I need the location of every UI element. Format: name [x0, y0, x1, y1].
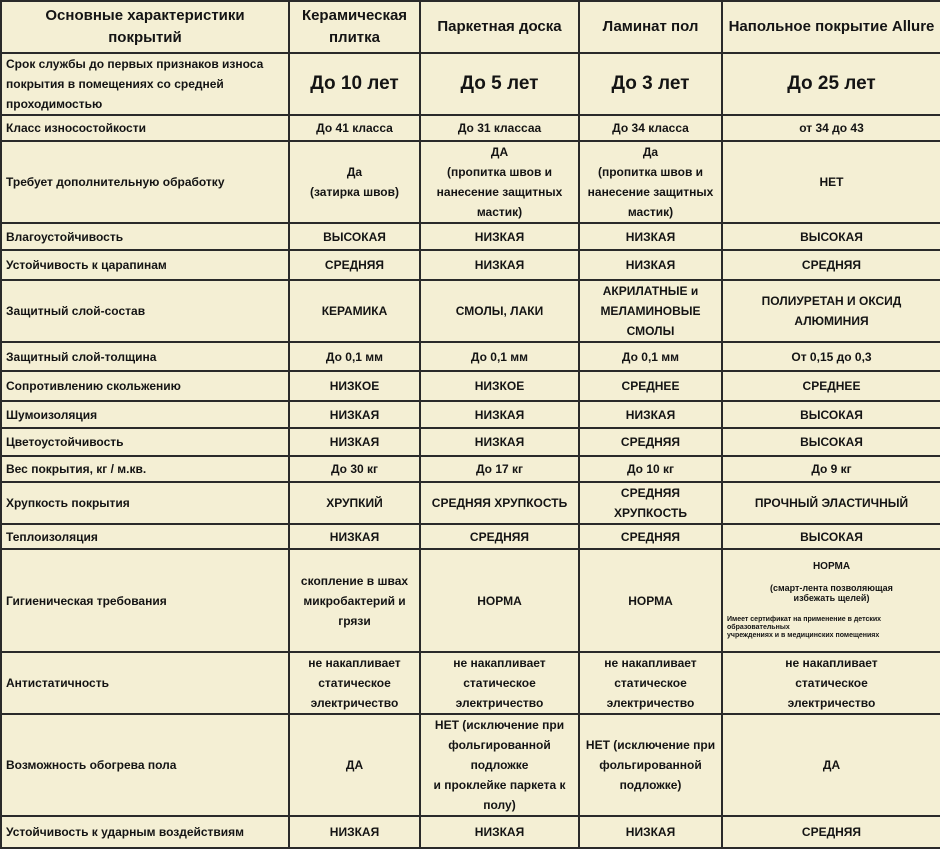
- cell-parquet: До 0,1 мм: [420, 342, 579, 371]
- table-row: [1, 714, 940, 816]
- cell-allure: ПРОЧНЫЙ ЭЛАСТИЧНЫЙ: [722, 482, 940, 524]
- hygiene-subtitle: (смарт-лента позволяющая избежать щелей): [770, 583, 893, 603]
- cell-ceramic: До 41 класса: [289, 115, 420, 141]
- cell-laminate: НИЗКАЯ: [579, 223, 722, 250]
- cell-parquet: НИЗКОЕ: [420, 371, 579, 401]
- cell-parquet: СРЕДНЯЯ: [420, 524, 579, 549]
- cell-ceramic: До 0,1 мм: [289, 342, 420, 371]
- table-row: [1, 401, 940, 428]
- hygiene-title: НОРМА: [812, 561, 851, 572]
- cell-laminate: не накапливает статическое электричество: [579, 652, 722, 714]
- row-label: Срок службы до первых признаков износа покрытия в помещениях со средней проходимостью: [1, 53, 289, 115]
- row-label: Хрупкость покрытия: [1, 482, 289, 524]
- row-label: Защитный слой-состав: [1, 280, 289, 342]
- cell-parquet: ДА (пропитка швов и нанесение защитных мастик): [420, 141, 579, 223]
- row-label: Вес покрытия, кг / м.кв.: [1, 456, 289, 482]
- cell-allure: ВЫСОКАЯ: [722, 524, 940, 549]
- cell-parquet: СМОЛЫ, ЛАКИ: [420, 280, 579, 342]
- row-label: Устойчивость к царапинам: [1, 250, 289, 280]
- cell-allure: ВЫСОКАЯ: [722, 401, 940, 428]
- cell-ceramic: НИЗКАЯ: [289, 428, 420, 456]
- cell-laminate: НИЗКАЯ: [579, 250, 722, 280]
- cell-laminate: СРЕДНЯЯ ХРУПКОСТЬ: [579, 482, 722, 524]
- cell-parquet: НИЗКАЯ: [420, 428, 579, 456]
- header-ceramic-tile: Керамическая плитка: [289, 1, 420, 53]
- table-row: [1, 371, 940, 401]
- cell-laminate: АКРИЛАТНЫЕ и МЕЛАМИНОВЫЕ СМОЛЫ: [579, 280, 722, 342]
- cell-allure-hygiene: [722, 549, 940, 652]
- cell-laminate: СРЕДНЯЯ: [579, 524, 722, 549]
- cell-laminate: Да (пропитка швов и нанесение защитных мастик): [579, 141, 722, 223]
- cell-ceramic: КЕРАМИКА: [289, 280, 420, 342]
- cell-parquet: НОРМА: [420, 549, 579, 652]
- row-label: Сопротивлению скольжению: [1, 371, 289, 401]
- cell-ceramic: ВЫСОКАЯ: [289, 223, 420, 250]
- table-row: [1, 549, 940, 652]
- row-label: Возможность обогрева пола: [1, 714, 289, 816]
- cell-allure: До 25 лет: [722, 53, 940, 115]
- row-label: Антистатичность: [1, 652, 289, 714]
- table-row: [1, 482, 940, 524]
- table-row: [1, 223, 940, 250]
- cell-parquet: не накапливает статическое электричество: [420, 652, 579, 714]
- cell-laminate: До 0,1 мм: [579, 342, 722, 371]
- header-allure: Напольное покрытие Allure: [722, 1, 940, 53]
- cell-ceramic: НИЗКОЕ: [289, 371, 420, 401]
- table-row: [1, 456, 940, 482]
- table-row: [1, 342, 940, 371]
- cell-laminate: СРЕДНЕЕ: [579, 371, 722, 401]
- cell-parquet: НИЗКАЯ: [420, 250, 579, 280]
- cell-ceramic: ХРУПКИЙ: [289, 482, 420, 524]
- header-characteristics: Основные характеристики покрытий: [1, 1, 289, 53]
- table-row: [1, 652, 940, 714]
- row-label: Гигиеническая требования: [1, 549, 289, 652]
- cell-ceramic: скопление в швах микробактерий и грязи: [289, 549, 420, 652]
- cell-parquet: НИЗКАЯ: [420, 223, 579, 250]
- table-row: [1, 816, 940, 848]
- cell-ceramic: НИЗКАЯ: [289, 524, 420, 549]
- cell-ceramic: ДА: [289, 714, 420, 816]
- cell-allure: СРЕДНЯЯ: [722, 250, 940, 280]
- row-label: Устойчивость к ударным воздействиям: [1, 816, 289, 848]
- cell-allure: ПОЛИУРЕТАН И ОКСИД АЛЮМИНИЯ: [722, 280, 940, 342]
- table-row: [1, 250, 940, 280]
- cell-laminate: НОРМА: [579, 549, 722, 652]
- cell-ceramic: До 30 кг: [289, 456, 420, 482]
- cell-parquet: До 17 кг: [420, 456, 579, 482]
- cell-allure: НЕТ: [722, 141, 940, 223]
- cell-allure: От 0,15 до 0,3: [722, 342, 940, 371]
- cell-allure: ДА: [722, 714, 940, 816]
- hygiene-certificate-note: Имеет сертификат на применение в детских образовательных учреждениях и в медицинских помещениях: [727, 616, 882, 639]
- cell-laminate: До 34 класса: [579, 115, 722, 141]
- cell-parquet: НИЗКАЯ: [420, 816, 579, 848]
- cell-parquet: До 5 лет: [420, 53, 579, 115]
- cell-allure: от 34 до 43: [722, 115, 940, 141]
- row-label: Класс износостойкости: [1, 115, 289, 141]
- cell-laminate: СРЕДНЯЯ: [579, 428, 722, 456]
- cell-ceramic: До 10 лет: [289, 53, 420, 115]
- cell-ceramic: НИЗКАЯ: [289, 401, 420, 428]
- cell-allure: СРЕДНЯЯ: [722, 816, 940, 848]
- row-label: Требует дополнительную обработку: [1, 141, 289, 223]
- cell-allure: До 9 кг: [722, 456, 940, 482]
- cell-parquet: НИЗКАЯ: [420, 401, 579, 428]
- header-parquet: Паркетная доска: [420, 1, 579, 53]
- cell-ceramic: НИЗКАЯ: [289, 816, 420, 848]
- table-row: [1, 115, 940, 141]
- cell-laminate: До 10 кг: [579, 456, 722, 482]
- cell-allure: ВЫСОКАЯ: [722, 428, 940, 456]
- table-row: [1, 53, 940, 115]
- cell-laminate: НИЗКАЯ: [579, 816, 722, 848]
- table-row: [1, 428, 940, 456]
- cell-laminate: НЕТ (исключение при фольгированной подложке): [579, 714, 722, 816]
- table-row: [1, 141, 940, 223]
- cell-parquet: НЕТ (исключение при фольгированной подложке и проклейке паркета к полу): [420, 714, 579, 816]
- cell-laminate: НИЗКАЯ: [579, 401, 722, 428]
- cell-allure: СРЕДНЕЕ: [722, 371, 940, 401]
- cell-parquet: До 31 классаа: [420, 115, 579, 141]
- row-label: Шумоизоляция: [1, 401, 289, 428]
- row-label: Теплоизоляция: [1, 524, 289, 549]
- header-laminate: Ламинат пол: [579, 1, 722, 53]
- cell-laminate: До 3 лет: [579, 53, 722, 115]
- row-label: Защитный слой-толщина: [1, 342, 289, 371]
- cell-allure: не накапливает статическое электричество: [722, 652, 940, 714]
- cell-ceramic: не накапливает статическое электричество: [289, 652, 420, 714]
- cell-ceramic: Да (затирка швов): [289, 141, 420, 223]
- table-row: [1, 280, 940, 342]
- header-row: [1, 1, 940, 53]
- table-row: [1, 524, 940, 549]
- cell-ceramic: СРЕДНЯЯ: [289, 250, 420, 280]
- cell-allure: ВЫСОКАЯ: [722, 223, 940, 250]
- row-label: Влагоустойчивость: [1, 223, 289, 250]
- row-label: Цветоустойчивость: [1, 428, 289, 456]
- cell-parquet: СРЕДНЯЯ ХРУПКОСТЬ: [420, 482, 579, 524]
